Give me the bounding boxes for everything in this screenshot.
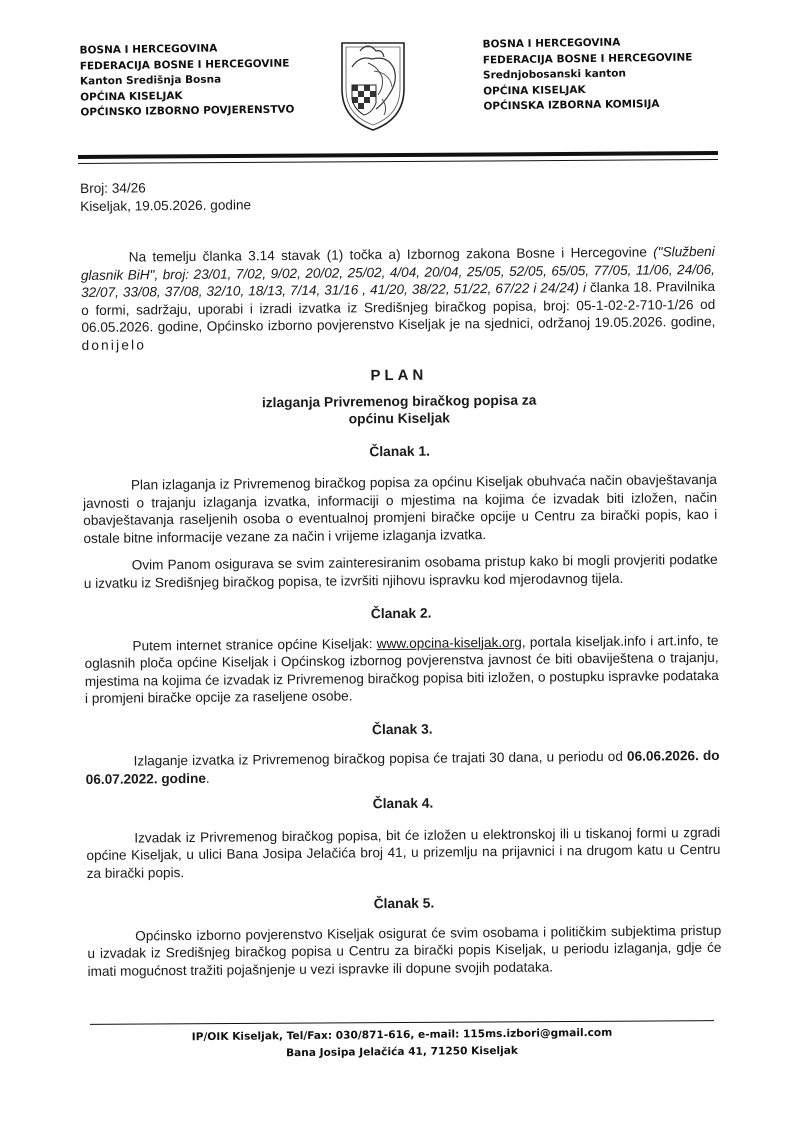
header-right-block [482, 35, 693, 116]
header-left-line: Kanton Središnja Bosna [79, 73, 222, 88]
header-divider-thin [78, 159, 718, 164]
document-number: Broj: 34/26 [80, 180, 146, 196]
website-link[interactable]: www.opcina-kiseljak.org [376, 634, 522, 651]
article-3-text: Izlaganje izvatka iz Privremenog biračkog popisa će trajati 30 dana, u periodu od [133, 748, 628, 769]
article-1-paragraph: Plan izlaganja iz Privremenog biračkog popisa za općinu Kiseljak obuhvaća način obavještavanja javnosti o trajanju izlaganja izvatka, informaciji o mjestima na kojima će izvadak biti izložen, način obavještavanja raseljenih osoba o eventualnoj promjeni biračke opcije u Centru za birački popis, kao i ostale bitne informacije vezane za način i vrijeme izlaganja izvatka. [83, 471, 718, 546]
header-right-line: FEDERACIJA BOSNE I HERCEGOVINE [482, 51, 693, 67]
document-body [80, 174, 722, 980]
article-2-text-cont: , portala kiseljak.info i art.info, te oglasnih ploča općine Kiseljak i Općinskog izbornog povjerenstva javnost će biti obaviještena o trajanju, mjestima na kojima će izvadak iz Privremenog biračkog popisa biti izložen, o postupku ispravke podataka i promjeni biračke opcije za raseljene osobe. [84, 632, 719, 706]
subtitle-line: izlaganja Privremenog biračkog popisa za [261, 392, 537, 410]
header-left-line: BOSNA I HERCEGOVINA [79, 42, 218, 57]
article-2-text: Putem internet stranice općine Kiseljak: [132, 635, 377, 654]
article-2-paragraph [84, 631, 719, 707]
preamble-decision: donijelo [81, 336, 147, 353]
preamble [81, 243, 716, 354]
coat-of-arms-icon [338, 37, 408, 133]
article-1-heading: Članak 1. [369, 443, 430, 459]
article-5-heading: Članak 5. [373, 895, 435, 912]
header-left-line: FEDERACIJA BOSNE I HERCEGOVINE [79, 57, 290, 73]
header-left-line: OPĆINA KISELJAK [80, 89, 183, 104]
document-place-date: Kiseljak, 19.05.2026. godine [80, 196, 252, 214]
footer-contact: IP/OIK Kiseljak, Tel/Fax: 030/871-616, e-mail: 115ms.izbori@gmail.com [191, 1026, 613, 1044]
footer-divider [90, 1020, 714, 1025]
header-left-line: OPĆINSKO IZBORNO POVJERENSTVO [80, 103, 295, 119]
preamble-text: Na temelju članka 3.14 stavak (1) točka a) Izbornog zakona Bosne i Hercegovine [128, 244, 654, 265]
article-3-heading: Članak 3. [371, 721, 433, 737]
header-left-block [79, 41, 294, 122]
article-3-period: 06.06.2026. do 06.07.2022. godine [85, 747, 720, 787]
article-2-heading: Članak 2. [370, 605, 432, 622]
document-meta [80, 174, 714, 215]
header-right-line: OPĆINA KISELJAK [483, 83, 586, 98]
article-3-paragraph [86, 747, 720, 788]
article-4-paragraph: Izvadak iz Privremenog biračkog popisa, bit će izložen u elektronskoj ili u tiskanoj formi u zgradi općine Kiseljak, u ulici Bana Josipa Jelačića broj 41, u prizemlju na prijavnici i na drugom katu u Centru za birački popis. [86, 824, 721, 881]
header-right-line: BOSNA I HERCEGOVINA [482, 36, 621, 51]
subtitle-line: općinu Kiseljak [348, 409, 450, 426]
header-right-line: Srednjobosanski kanton [482, 67, 627, 82]
preamble-text-cont: članka 18. Pravilnika o formi, sadržaju, uporabi i izradi izvatka iz Središnjeg biračkog popisa, broj: 05-1-02-2-710-1/26 od 06.05.2026. godine, Općinsko izborno povjerenstvo Kiseljak je na sjednici, održanoj 19.05.2026. godine, [81, 278, 716, 335]
header-right-line: OPĆINSKA IZBORNA KOMISIJA [483, 98, 660, 113]
article-5-paragraph: Općinsko izborno povjerenstvo Kiseljak osigurat će svim osobama i političkim subjektima pristup u izvadak iz Središnjeg biračkog popisa u Centru za birački popis Kiseljak, u periodu izlaganja, gdje će imati mogućnost tražiti pojašnjenje u vezi ispravke ili dopune svojih podataka. [87, 922, 722, 979]
article-4-heading: Članak 4. [372, 795, 434, 812]
article-1-paragraph: Ovim Panom osigurava se svim zainteresiranim osobama pristup kako bi mogli provjeriti podatke u izvatku iz Središnjeg biračkog popisa, te izvršiti njihovu ispravku kod mjerodavnog tijela. [83, 551, 718, 591]
header-divider-thick [78, 151, 718, 159]
page-subtitle [82, 389, 716, 429]
article-3-text-end: . [205, 770, 210, 786]
page-title: PLAN [370, 366, 428, 385]
footer-address: Bana Josipa Jelačića 41, 71250 Kiseljak [285, 1044, 519, 1060]
preamble-citation: ("Službeni glasnik BiH", broj: 23/01, 7/02, 9/02, 20/02, 25/02, 4/04, 20/04, 25/05, 52/05, 65/05, 77/05, 11/06, 24/06, 32/07, 33/08, 37/08, 32/10, 18/13, 7/14, 31/16 , 41/20, 38/22, 51/22, 67/22 i 24/24) i [80, 243, 715, 300]
